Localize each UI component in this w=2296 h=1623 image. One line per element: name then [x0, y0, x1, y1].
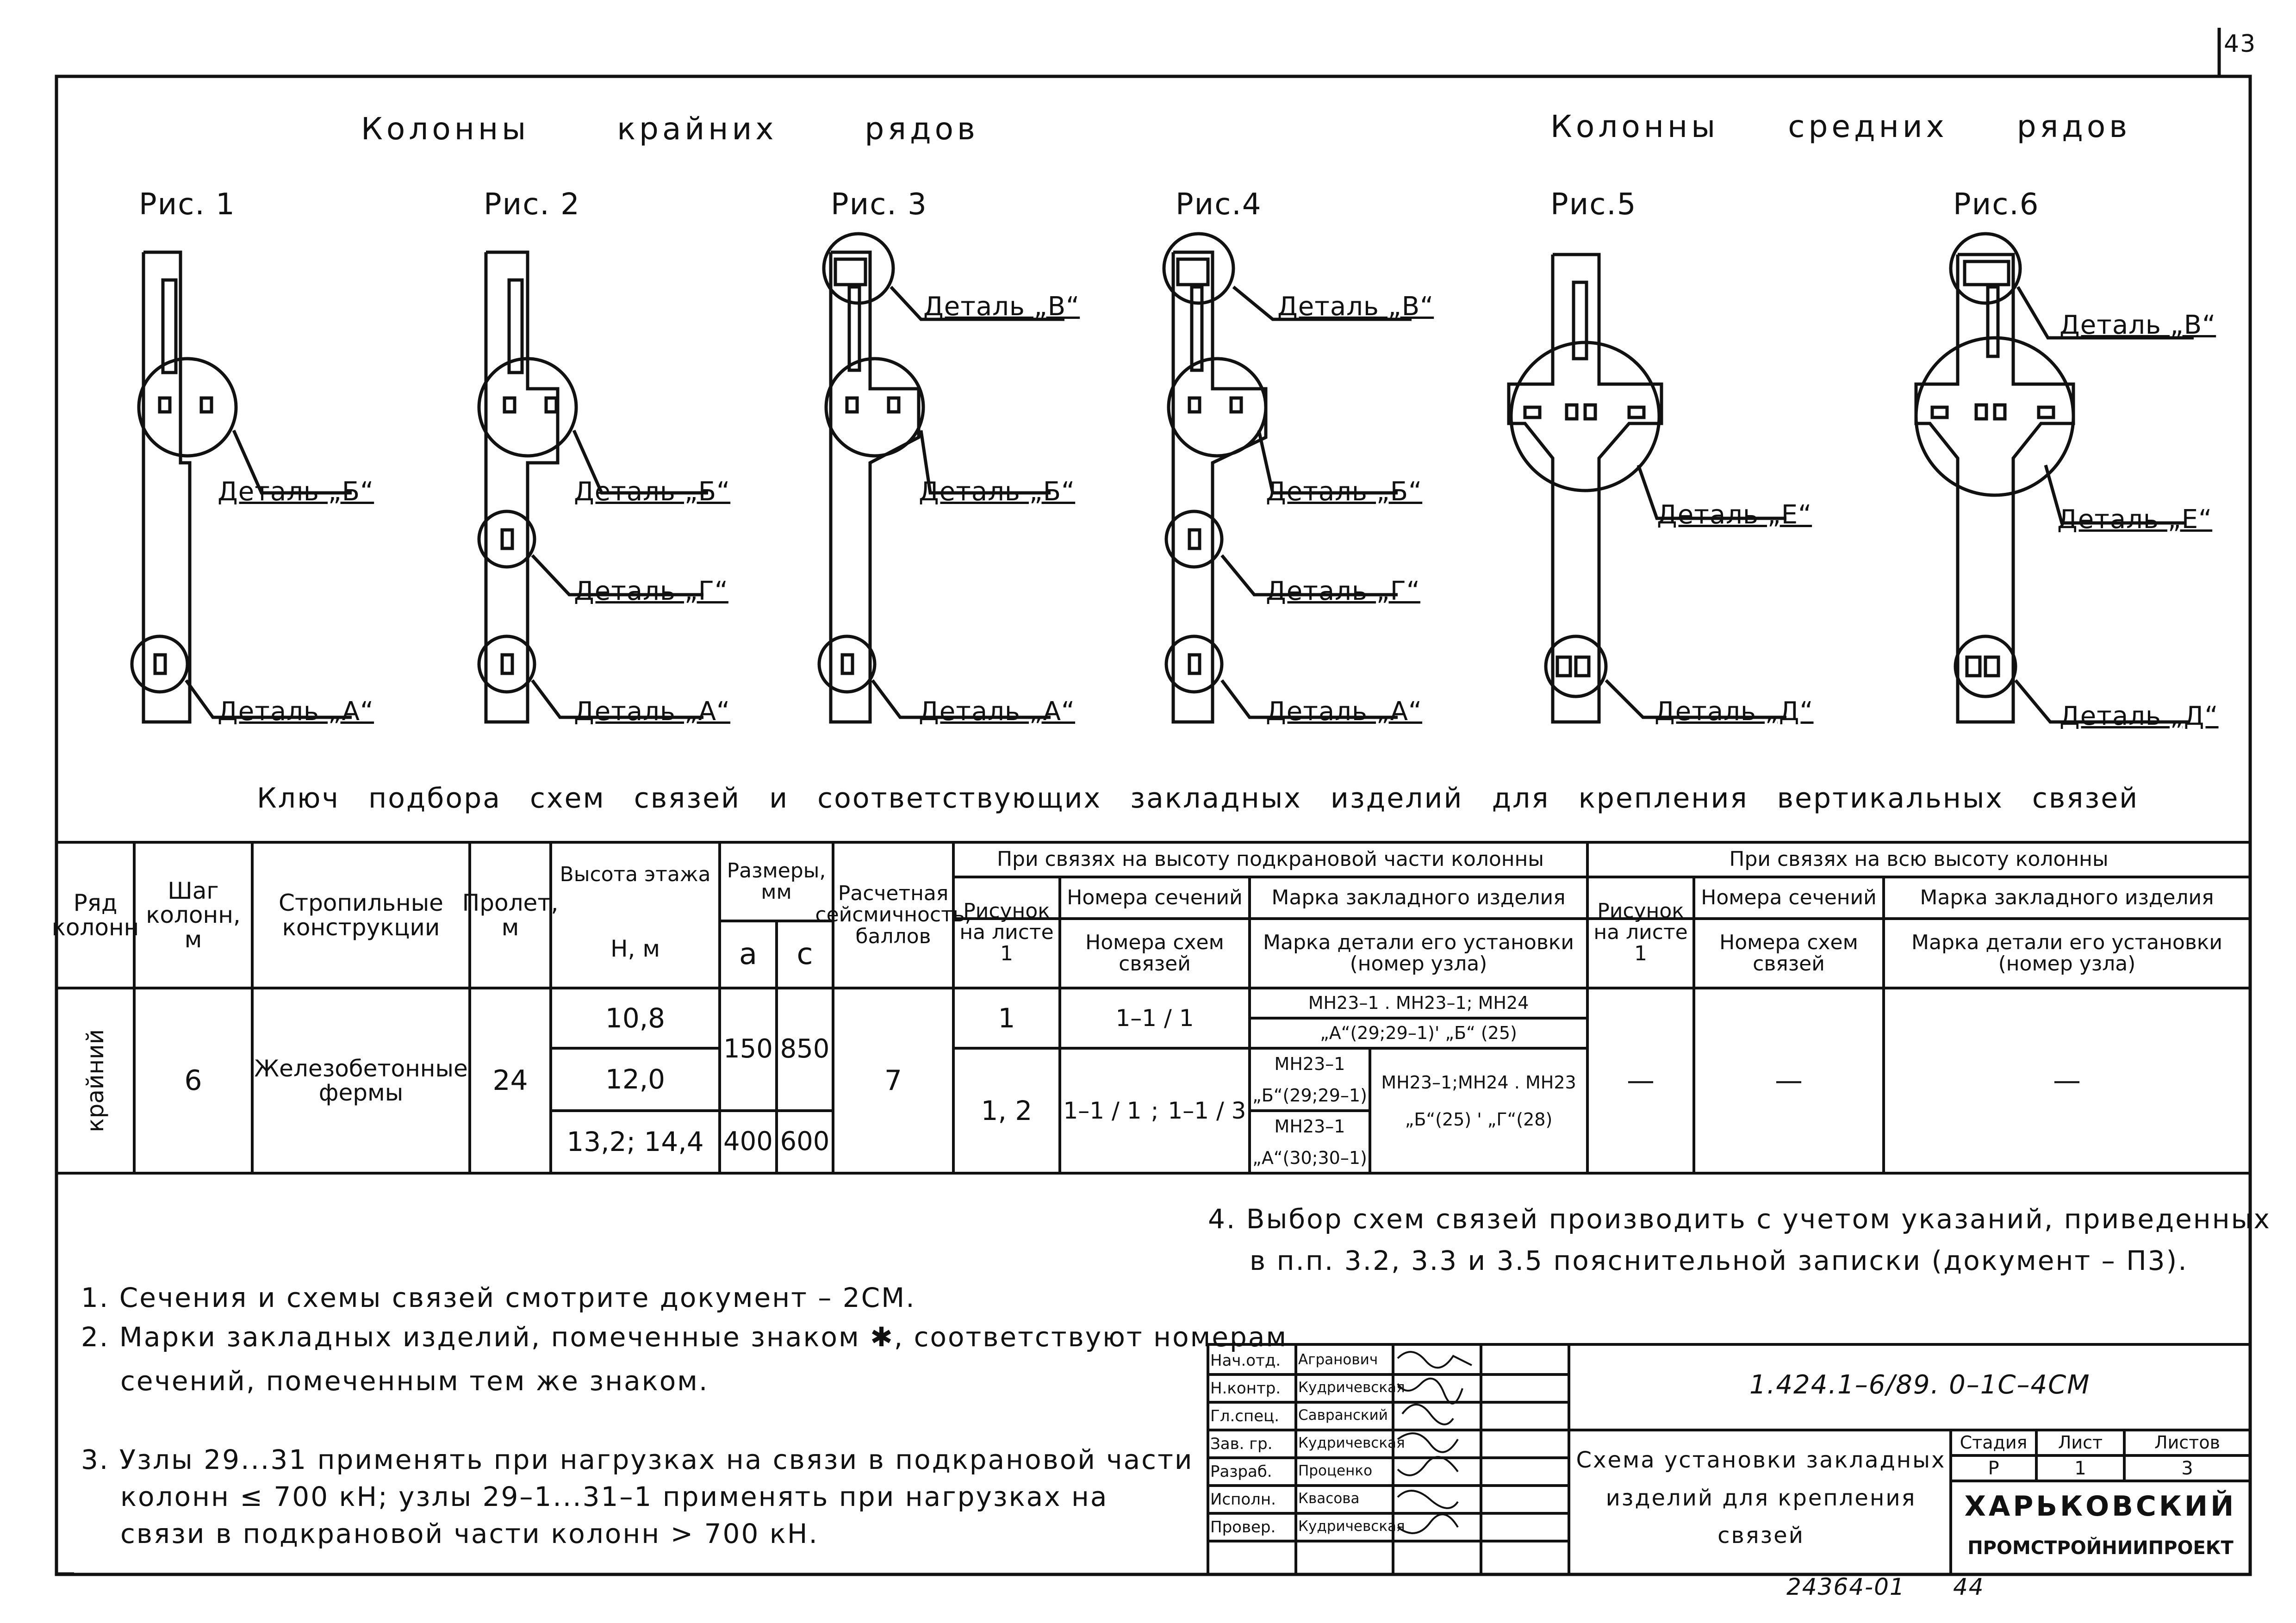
detail-v-fig4: Деталь „В“	[1277, 292, 1434, 322]
note-4-cont: в п.п. 3.2, 3.3 и 3.5 пояснительной записки (документ – П3).	[1250, 1245, 2188, 1276]
stamp-name-7: Кудричевская	[1298, 1518, 1405, 1535]
figure-label-5: Рис.5	[1550, 187, 1637, 222]
th-sec-1: Номера сечений	[1067, 885, 1243, 909]
stamp-name-4: Кудричевская	[1298, 1435, 1405, 1451]
bottom-code: 24364-01	[1786, 1573, 1905, 1600]
th-a: a	[739, 937, 758, 971]
figure-label-4: Рис.4	[1176, 187, 1262, 222]
th-sch-2: Номера схем связей	[1719, 930, 1858, 976]
td-a2: 400	[723, 1126, 773, 1157]
detail-e-fig5: Деталь „Е“	[1657, 500, 1812, 530]
stamp-name-1: Агранович	[1298, 1351, 1378, 1368]
td-mark-3a: МН23–1	[1274, 1116, 1345, 1137]
stamp-stage-header: Стадия	[1960, 1432, 2028, 1453]
th-fig-2: Рисунок на листе 1	[1593, 899, 1688, 966]
note-2: 2. Марки закладных изделий, помеченные знаком ✱, соответствуют номерам	[81, 1321, 1288, 1353]
detail-a-fig1: Деталь „А“	[218, 696, 374, 727]
note-3-cont1: колонн ≤ 700 кН; узлы 29–1...31–1 применять при нагрузках на	[120, 1481, 1108, 1512]
th-sec-2: Номера сечений	[1701, 885, 1877, 909]
signatures	[1398, 1352, 1472, 1533]
stamp-role-1: Нач.отд.	[1210, 1351, 1281, 1370]
td-row	[56, 988, 134, 1173]
figure-label-2: Рис. 2	[484, 187, 580, 222]
stamp-name-5: Проценко	[1298, 1462, 1373, 1479]
th-fig-1: Рисунок на листе 1	[959, 899, 1054, 966]
stamp-name-2: Кудричевская	[1298, 1379, 1405, 1396]
stamp-role-5: Разраб.	[1210, 1462, 1272, 1481]
header-outer-columns: Колонны крайних рядов	[361, 111, 979, 147]
stamp-role-6: Исполн.	[1210, 1490, 1276, 1509]
stamp-role-4: Зав. гр.	[1210, 1435, 1273, 1453]
td-height-3: 13,2; 14,4	[566, 1126, 704, 1158]
th-mark-1: Марка закладного изделия	[1271, 885, 1566, 909]
td-mark-1a: МН23–1 . МН23–1; МН24	[1308, 992, 1529, 1013]
td-mark-4b: „Б“(25) ' „Г“(28)	[1405, 1109, 1553, 1130]
td-step: 6	[184, 1064, 202, 1097]
bottom-number: 44	[1953, 1573, 1985, 1600]
stamp-sheet-header: Лист	[2058, 1432, 2103, 1453]
stamp-name-6: Квасова	[1298, 1490, 1360, 1507]
detail-b-fig2: Деталь „Б“	[574, 477, 731, 507]
td-sec-full: —	[1775, 1064, 1803, 1097]
detail-a-fig2: Деталь „А“	[574, 696, 731, 727]
th-group1: При связях на высоту подкрановой части колонны	[996, 847, 1544, 871]
organization-name-2: ПРОМСТРОЙНИИПРОЕКТ	[1967, 1537, 2234, 1559]
td-sec-2b: 1–1 / 3	[1168, 1097, 1246, 1124]
td-truss: Железобетонные фермы	[254, 1055, 468, 1106]
stamp-role-3: Гл.спец.	[1210, 1407, 1280, 1425]
stamp-stage: Р	[1988, 1457, 1999, 1479]
figure-label-6: Рис.6	[1953, 187, 2040, 222]
document-title: Схема установки закладных изделий для крепления связей	[1576, 1447, 1946, 1549]
organization-name: ХАРЬКОВСКИЙ	[1964, 1490, 2237, 1523]
th-group2: При связях на всю высоту колонны	[1729, 847, 2109, 871]
column-fig6	[1916, 234, 2194, 722]
td-sec-2-sep: ;	[1151, 1097, 1159, 1124]
td-span: 24	[492, 1064, 528, 1097]
detail-b-fig3: Деталь „Б“	[919, 477, 1076, 507]
td-mark-full: —	[2053, 1064, 2081, 1097]
th-row: Ряд колонн	[51, 889, 139, 941]
detail-v-fig3: Деталь „В“	[923, 292, 1080, 322]
detail-b-fig1: Деталь „Б“	[218, 477, 374, 507]
td-height-2: 12,0	[605, 1063, 666, 1095]
th-height-units: Н, м	[610, 935, 660, 962]
td-mark-2a: МН23–1	[1274, 1054, 1345, 1075]
th-mark2-1: Марка детали его установки (номер узла)	[1263, 930, 1574, 976]
th-sizes: Размеры, мм	[727, 858, 826, 904]
detail-g-fig2: Деталь „Г“	[574, 576, 728, 606]
td-a1: 150	[723, 1034, 773, 1064]
detail-a-fig4: Деталь „А“	[1266, 696, 1423, 727]
td-fig-full: —	[1627, 1064, 1655, 1097]
stamp-sheets-header: Листов	[2154, 1432, 2220, 1453]
td-height-1: 10,8	[605, 1002, 666, 1034]
page-number: 43	[2224, 30, 2257, 58]
th-truss: Стропильные конструкции	[279, 889, 443, 941]
th-height: Высота этажа	[560, 862, 711, 886]
note-1: 1. Сечения и схемы связей смотрите документ – 2СМ.	[81, 1282, 916, 1313]
td-mark-3b: „А“(30;30–1)	[1252, 1147, 1367, 1168]
detail-d-fig6: Деталь „Д“	[2060, 701, 2219, 731]
th-mark2-2: Марка детали его установки (номер узла)	[1911, 930, 2222, 976]
td-c1: 850	[780, 1034, 830, 1064]
th-sch-1: Номера схем связей	[1085, 930, 1224, 976]
detail-a-fig3: Деталь „А“	[919, 696, 1076, 727]
detail-e-fig6: Деталь „Е“	[2057, 504, 2213, 535]
td-mark-2b: „Б“(29;29–1)	[1252, 1085, 1367, 1106]
th-seismic: Расчетная сейсмичность, баллов	[815, 882, 971, 948]
column-fig5	[1509, 255, 1786, 722]
note-3: 3. Узлы 29...31 применять при нагрузках на связи в подкрановой части	[81, 1444, 1194, 1475]
td-sec-2	[1060, 1048, 1250, 1173]
detail-b-fig4: Деталь „Б“	[1266, 477, 1423, 507]
detail-v-fig6: Деталь „В“	[2060, 310, 2216, 340]
note-4: 4. Выбор схем связей производить с учетом указаний, приведенных	[1208, 1203, 2271, 1235]
td-mark-4a: МН23–1;МН24 . МН23	[1381, 1072, 1576, 1093]
th-step: Шаг колонн, м	[146, 877, 241, 953]
stamp-sheet: 1	[2074, 1457, 2086, 1479]
td-mark-1b: „А“(29;29–1)' „Б“ (25)	[1320, 1022, 1517, 1043]
stamp-sheets: 3	[2181, 1457, 2193, 1479]
stamp-name-3: Савранский	[1298, 1407, 1388, 1424]
th-c: c	[796, 937, 813, 971]
stamp-role-7: Провер.	[1210, 1518, 1276, 1536]
td-fig-1: 1	[998, 1002, 1015, 1034]
td-row-text: крайний	[81, 1029, 109, 1132]
th-span: Пролет, м	[462, 889, 559, 941]
detail-d-fig5: Деталь „Д“	[1655, 696, 1814, 727]
stamp-role-2: Н.контр.	[1210, 1379, 1281, 1398]
note-2-cont: сечений, помеченным тем же знаком.	[120, 1365, 709, 1397]
td-c2: 600	[780, 1126, 830, 1157]
th-mark-2: Марка закладного изделия	[1920, 885, 2214, 909]
td-seismic: 7	[884, 1064, 902, 1097]
table-title: Ключ подбора схем связей и соответствующих закладных изделий для крепления вертикальных связей	[257, 782, 2139, 815]
td-sec-1: 1–1 / 1	[1115, 1004, 1194, 1032]
detail-g-fig4: Деталь „Г“	[1266, 576, 1420, 606]
figure-label-1: Рис. 1	[139, 187, 236, 222]
figure-label-3: Рис. 3	[831, 187, 927, 222]
header-middle-columns: Колонны средних рядов	[1550, 109, 2131, 144]
td-fig-2: 1, 2	[981, 1094, 1033, 1126]
document-code: 1.424.1–6/89. 0–1С–4СМ	[1749, 1370, 2091, 1400]
note-3-cont2: связи в подкрановой части колонн > 700 кН.	[120, 1518, 819, 1549]
td-sec-2a: 1–1 / 1	[1063, 1097, 1142, 1124]
